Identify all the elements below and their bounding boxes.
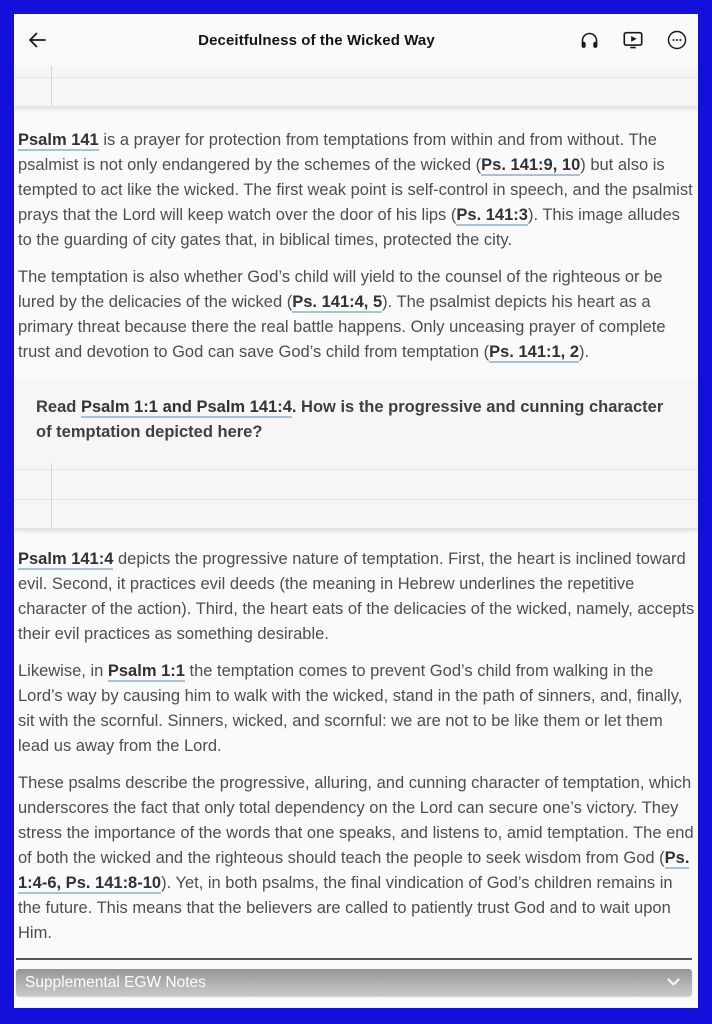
text-segment: Likewise, in [18, 662, 108, 680]
note-rule-line [14, 499, 698, 500]
listen-audio-button[interactable] [579, 30, 600, 51]
text-segment: The temptation is also whether God’s child will yield to the counsel of the righteous or be lured by the delicacies of the wicked ( [18, 268, 663, 311]
page-title: Deceitfulness of the Wicked Way [198, 31, 435, 49]
study-question [36, 395, 672, 445]
paragraph [18, 659, 696, 759]
paragraph [18, 771, 696, 946]
scripture-link[interactable]: Psalm 1:1 [107, 662, 185, 680]
scripture-link[interactable]: Psalm 1:1 and Psalm 141:4 [80, 398, 292, 416]
watch-video-button[interactable] [622, 29, 644, 51]
scripture-link[interactable]: Ps. 141:9, 10 [481, 156, 581, 174]
section-divider [16, 958, 692, 960]
lesson-page [14, 14, 698, 1008]
video-play-icon [622, 29, 644, 51]
paragraph [18, 547, 696, 647]
back-button[interactable] [20, 28, 54, 52]
egw-notes-accordion[interactable] [16, 969, 692, 996]
back-arrow-icon [25, 28, 49, 52]
scripture-link[interactable]: Psalm 141:4 [18, 550, 114, 568]
scripture-link[interactable]: Ps. 1:4-6, Ps. 141:8-10 [18, 849, 690, 892]
note-margin-line [51, 66, 52, 106]
text-segment: . How is the progressive and cunning character of temptation depicted here? [36, 398, 664, 441]
text-segment: ). [579, 343, 590, 361]
paragraph [18, 265, 696, 365]
egw-notes-label: Supplemental EGW Notes [25, 973, 206, 991]
note-rule-line [14, 469, 698, 470]
more-options-icon [666, 29, 688, 51]
text-segment: depicts the progressive nature of temptation. First, the heart is inclined toward evil. Second, it practices evil deeds (the meaning in Hebrew underlines the repetitive character of the action). Third, the heart eats of the delicacies of the wicked, namely, accepts their evil practices as something desirable. [18, 550, 695, 643]
header-actions [579, 29, 688, 51]
lesson-article [14, 128, 698, 365]
text-segment: ) but also is tempted to act like the wicked. The first weak point is self-control in speech, and the psalmist prays that the Lord will keep watch over the door of his lips ( [18, 156, 693, 224]
text-segment: Read [36, 398, 81, 416]
text-segment: ). Yet, in both psalms, the final vindication of God’s children remains in the future. This means that the believers are called to patiently trust God and to wait upon Him. [18, 874, 673, 942]
text-segment: ). The psalmist depicts his heart as a primary threat because there the real battle happens. Only unceasing prayer of complete trust and devotion to God can save God’s child from temptation ( [18, 293, 666, 361]
more-options-button[interactable] [666, 29, 688, 51]
scripture-link[interactable]: Ps. 141:4, 5 [292, 293, 383, 311]
lesson-article-continued [14, 547, 698, 946]
chevron-down-icon [667, 978, 680, 987]
scripture-link[interactable]: Psalm 141 [18, 131, 99, 149]
text-segment: the temptation comes to prevent God’s child from walking in the Lord’s way by causing him to walk with the wicked, stand in the path of sinners, and, finally, sit with the scornful. Sinners, wicked, and scornful: we are not to be like them or let them lead us away from the Lord. [18, 662, 683, 755]
note-rule-line [14, 77, 698, 78]
notes-area-answer[interactable] [14, 463, 698, 528]
note-margin-line [51, 463, 52, 528]
scripture-link[interactable]: Ps. 141:1, 2 [489, 343, 580, 361]
text-segment: is a prayer for protection from temptations from within and from without. The psalmist is not only endangered by the schemes of the wicked ( [18, 131, 657, 174]
notes-area-top[interactable] [14, 66, 698, 106]
headphones-icon [579, 30, 600, 51]
scripture-link[interactable]: Ps. 141:3 [456, 206, 528, 224]
paragraph [18, 128, 696, 253]
text-segment: ). This image alludes to the guarding of city gates that, in biblical times, protected the city. [18, 206, 680, 249]
text-segment: These psalms describe the progressive, alluring, and cunning character of temptation, which underscores the fact that only total dependency on the Lord can secure one’s victory. They stress the importance of the words that one speaks, and listens to, amid temptation. The end of both the wicked and the righteous should teach the people to seek wisdom from God ( [18, 774, 694, 867]
study-question-box [14, 379, 698, 463]
top-bar [14, 14, 698, 66]
